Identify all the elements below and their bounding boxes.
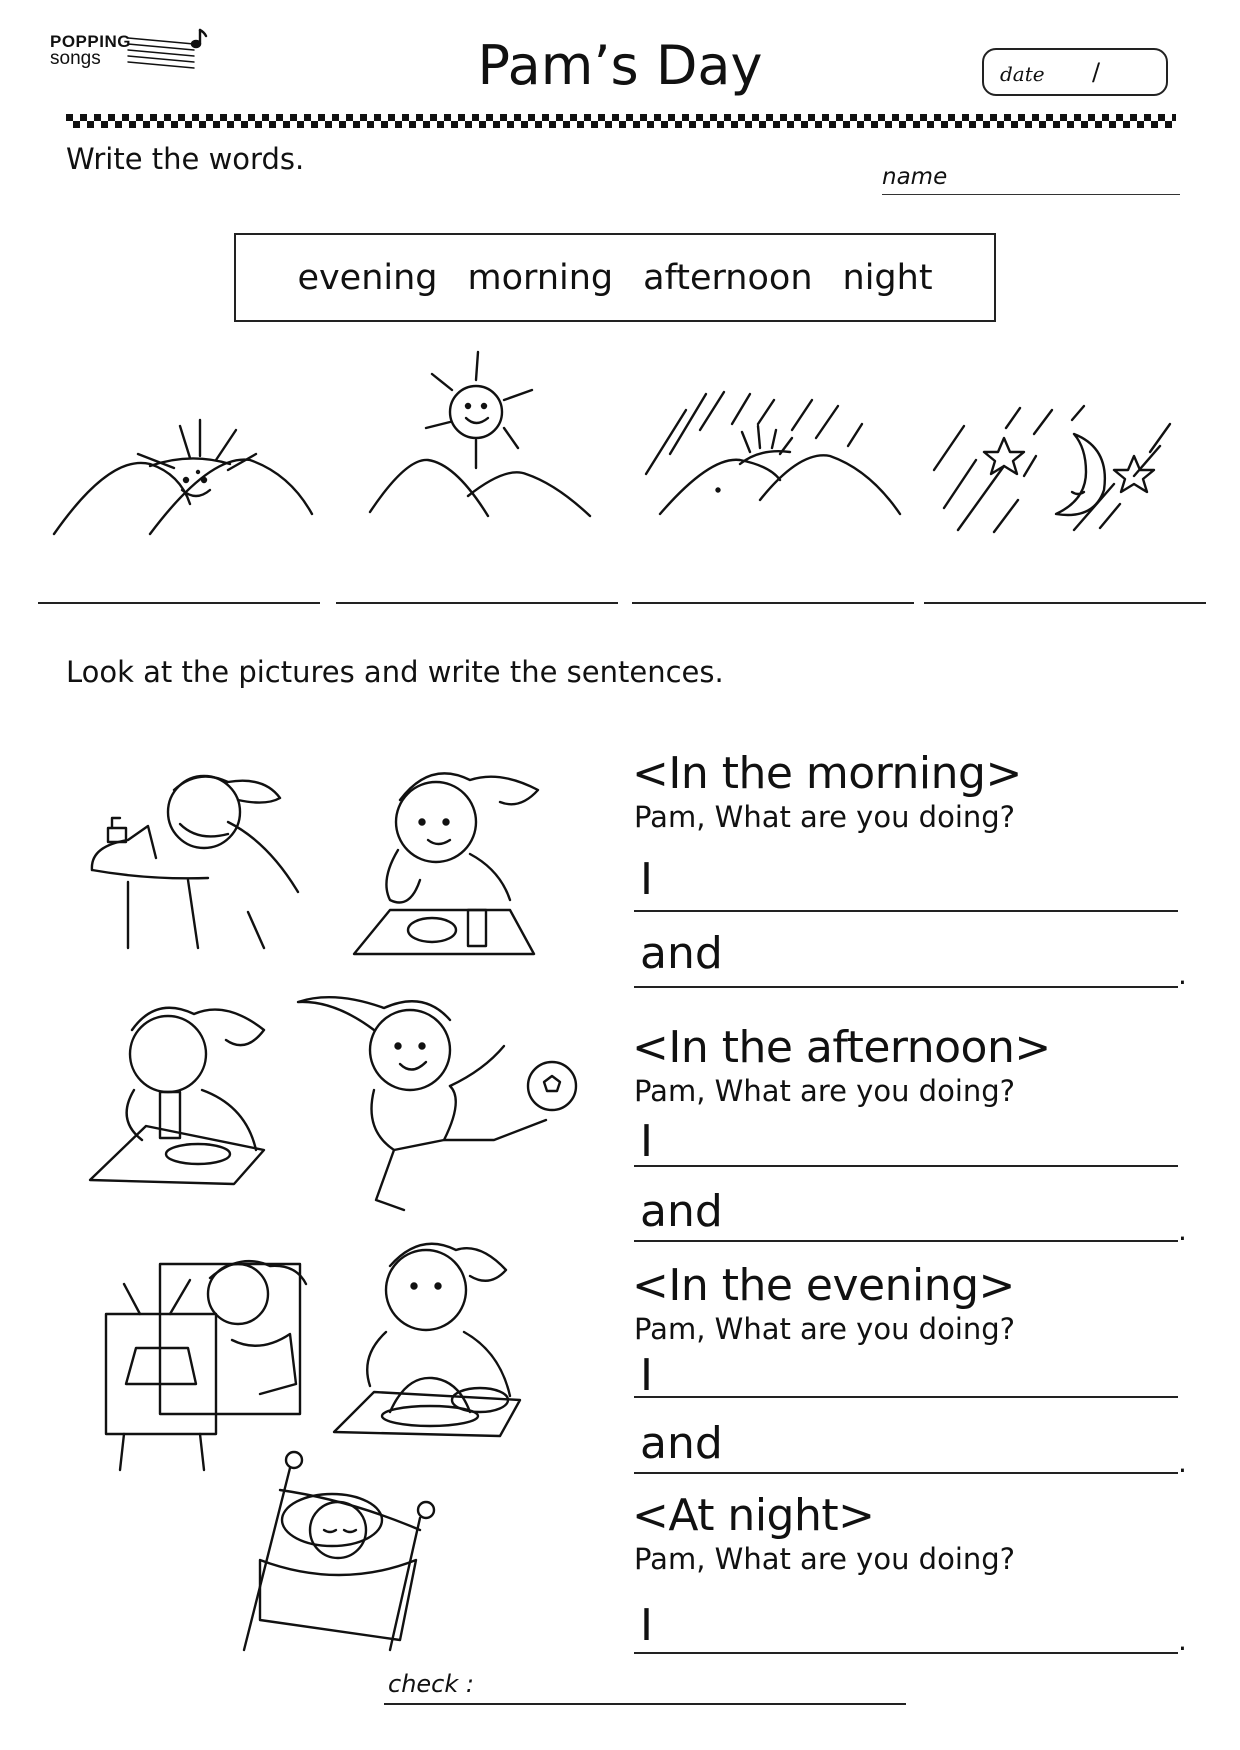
block-night-question: Pam, What are you doing? (634, 1542, 1016, 1576)
pam-playing-soccer-illustration (294, 990, 594, 1220)
block-afternoon-line2-prefix: and (640, 1186, 723, 1237)
name-label: name (882, 164, 948, 190)
block-evening-line1-prefix: I (640, 1350, 653, 1401)
check-label: check : (388, 1670, 474, 1698)
block-night-line1[interactable] (634, 1652, 1178, 1654)
block-morning-line1[interactable] (634, 910, 1178, 912)
section1-instruction: Write the words. (66, 142, 305, 176)
section2-instruction: Look at the pictures and write the sentences. (66, 655, 724, 689)
answer-line-2[interactable] (336, 602, 618, 604)
sunrise-over-mountains-icon (50, 414, 320, 544)
pam-watching-tv-illustration (100, 1244, 310, 1474)
word-bank-evening: evening (297, 257, 438, 298)
block-night-line1-prefix: I (640, 1600, 653, 1651)
logo-popping: POPPING (50, 32, 131, 51)
sunset-with-rays-icon (640, 390, 910, 530)
block-evening-line2-prefix: and (640, 1418, 723, 1469)
pam-washing-face-illustration (88, 762, 318, 952)
block-evening-header: <In the evening> (632, 1260, 1015, 1311)
block-afternoon-period: . (1178, 1214, 1187, 1247)
answer-line-1[interactable] (38, 602, 320, 604)
block-morning-question: Pam, What are you doing? (634, 800, 1016, 834)
block-evening-line2[interactable] (634, 1472, 1178, 1474)
block-evening-question: Pam, What are you doing? (634, 1312, 1016, 1346)
block-morning-line1-prefix: I (640, 854, 653, 905)
block-morning-line2-prefix: and (640, 928, 723, 979)
block-afternoon-line2[interactable] (634, 1240, 1178, 1242)
block-afternoon-line1-prefix: I (640, 1116, 653, 1167)
block-afternoon-question: Pam, What are you doing? (634, 1074, 1016, 1108)
date-separator: / (1092, 58, 1101, 86)
answer-line-3[interactable] (632, 602, 914, 604)
date-label: date (1000, 62, 1045, 86)
answer-line-4[interactable] (924, 602, 1206, 604)
checkered-divider (66, 114, 1176, 128)
block-afternoon-header: <In the afternoon> (632, 1022, 1051, 1073)
word-bank-night: night (842, 257, 933, 298)
word-bank-morning: morning (467, 257, 614, 298)
pam-sleeping-illustration (220, 1450, 440, 1660)
pam-eating-dinner-illustration (330, 1236, 530, 1446)
block-evening-line1[interactable] (634, 1396, 1178, 1398)
pam-eating-lunch-illustration (86, 1000, 276, 1190)
block-afternoon-line1[interactable] (634, 1165, 1178, 1167)
block-morning-header: <In the morning> (632, 748, 1022, 799)
check-field[interactable] (384, 1703, 906, 1705)
moon-and-stars-icon (924, 400, 1184, 550)
block-morning-line2[interactable] (634, 986, 1178, 988)
smiling-sun-icon (366, 348, 596, 518)
pam-eating-breakfast-illustration (350, 760, 550, 960)
page-title: Pam’s Day (477, 34, 763, 97)
name-field[interactable] (882, 194, 1180, 195)
logo-songs: songs (50, 48, 101, 69)
block-night-header: <At night> (632, 1490, 875, 1541)
word-bank-afternoon: afternoon (643, 257, 813, 298)
block-morning-period: . (1178, 958, 1187, 991)
block-night-period: . (1178, 1624, 1187, 1657)
block-evening-period: . (1178, 1446, 1187, 1479)
word-bank (234, 233, 996, 322)
